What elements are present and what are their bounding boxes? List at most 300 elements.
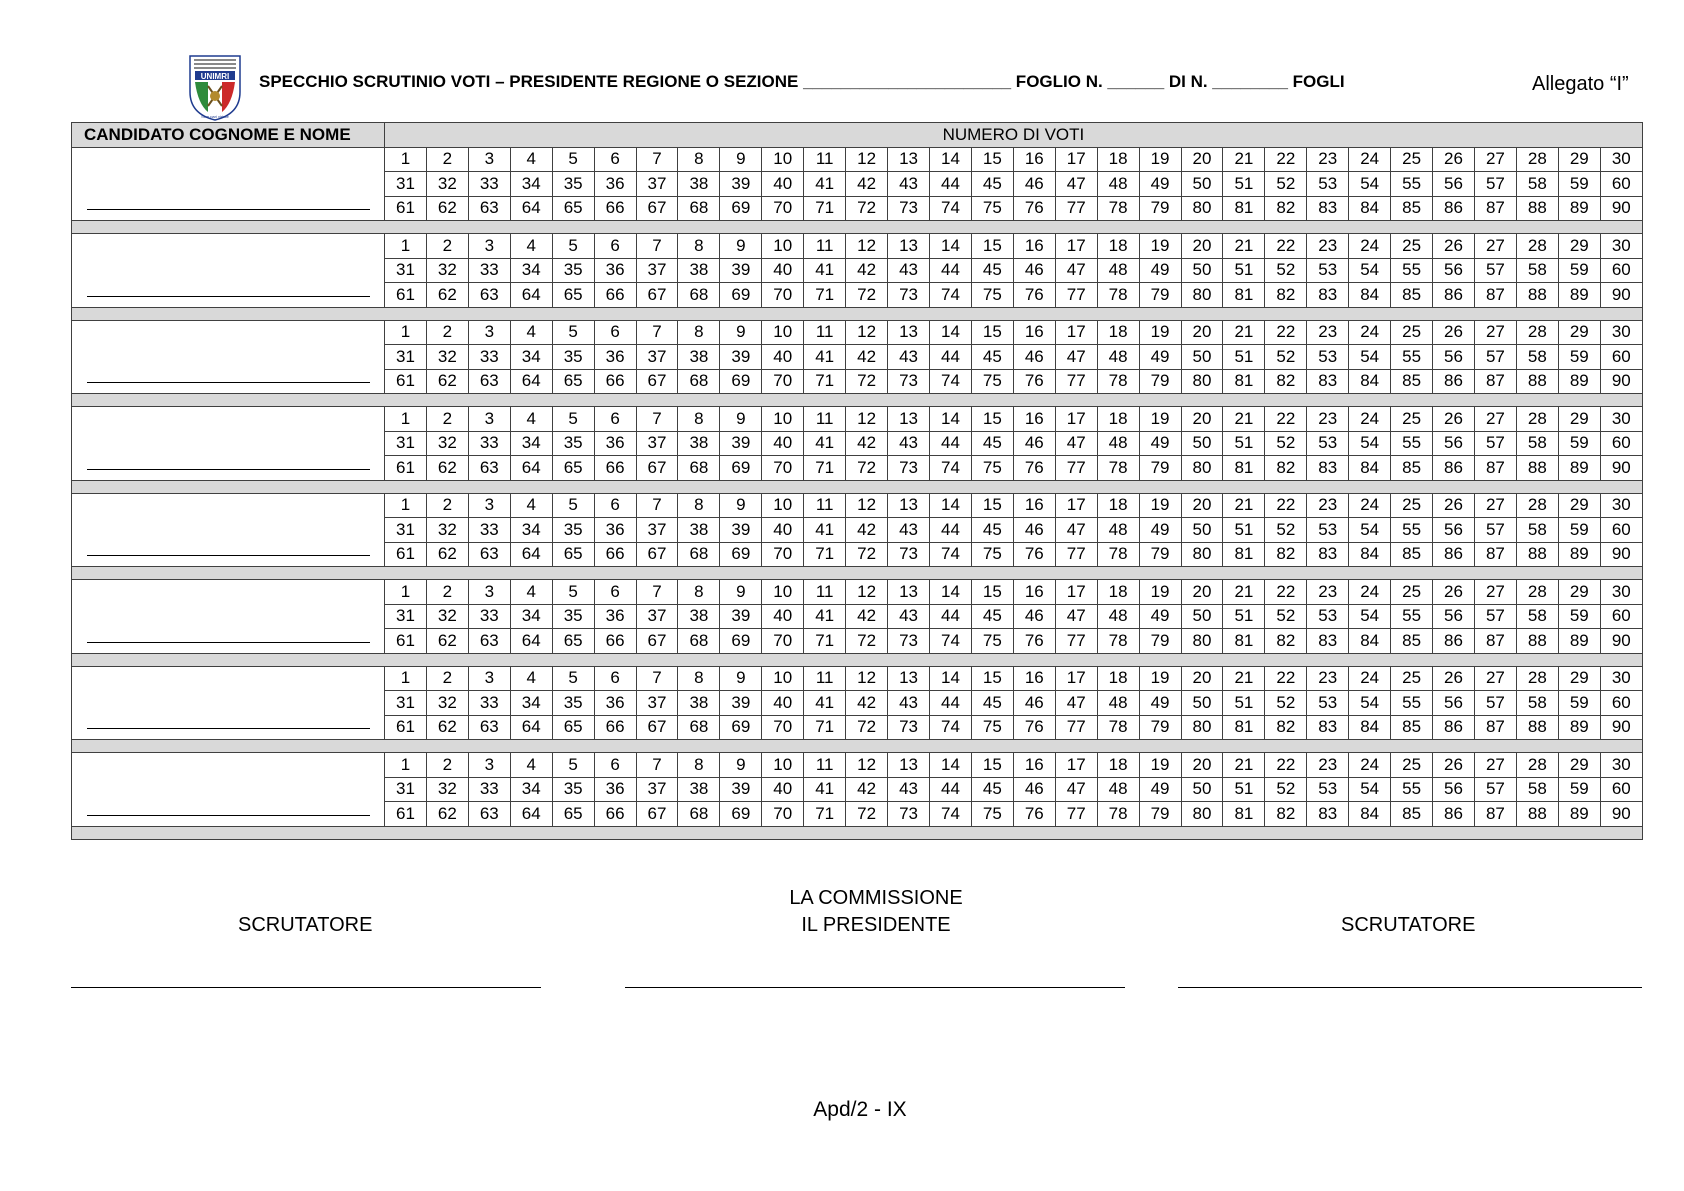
vote-number-cell[interactable]: 56 (1433, 518, 1475, 543)
vote-number-cell[interactable]: 39 (720, 518, 762, 543)
vote-number-cell[interactable]: 37 (636, 172, 678, 197)
vote-number-cell[interactable]: 3 (468, 753, 510, 778)
vote-number-cell[interactable]: 52 (1265, 345, 1307, 370)
vote-number-cell[interactable]: 18 (1097, 320, 1139, 345)
vote-number-cell[interactable]: 34 (510, 691, 552, 716)
vote-number-cell[interactable]: 75 (971, 456, 1013, 481)
vote-number-cell[interactable]: 30 (1600, 580, 1642, 605)
vote-number-cell[interactable]: 17 (1055, 666, 1097, 691)
candidate-name-field[interactable] (72, 493, 385, 567)
vote-number-cell[interactable]: 82 (1265, 715, 1307, 740)
vote-number-cell[interactable]: 5 (552, 407, 594, 432)
vote-number-cell[interactable]: 89 (1558, 196, 1600, 221)
vote-number-cell[interactable]: 65 (552, 283, 594, 308)
vote-number-cell[interactable]: 61 (385, 629, 427, 654)
vote-number-cell[interactable]: 10 (762, 493, 804, 518)
vote-number-cell[interactable]: 79 (1139, 715, 1181, 740)
vote-number-cell[interactable]: 77 (1055, 369, 1097, 394)
vote-number-cell[interactable]: 84 (1349, 715, 1391, 740)
vote-number-cell[interactable]: 38 (678, 691, 720, 716)
vote-number-cell[interactable]: 35 (552, 431, 594, 456)
vote-number-cell[interactable]: 43 (888, 258, 930, 283)
vote-number-cell[interactable]: 3 (468, 234, 510, 259)
vote-number-cell[interactable]: 78 (1097, 629, 1139, 654)
vote-number-cell[interactable]: 56 (1433, 604, 1475, 629)
vote-number-cell[interactable]: 2 (426, 234, 468, 259)
vote-number-cell[interactable]: 14 (929, 666, 971, 691)
vote-number-cell[interactable]: 45 (971, 258, 1013, 283)
vote-number-cell[interactable]: 86 (1433, 542, 1475, 567)
vote-number-cell[interactable]: 1 (385, 234, 427, 259)
vote-number-cell[interactable]: 14 (929, 320, 971, 345)
vote-number-cell[interactable]: 13 (888, 493, 930, 518)
vote-number-cell[interactable]: 68 (678, 802, 720, 827)
vote-number-cell[interactable]: 63 (468, 283, 510, 308)
vote-number-cell[interactable]: 74 (929, 629, 971, 654)
vote-number-cell[interactable]: 77 (1055, 283, 1097, 308)
vote-number-cell[interactable]: 51 (1223, 258, 1265, 283)
vote-number-cell[interactable]: 39 (720, 431, 762, 456)
vote-number-cell[interactable]: 41 (804, 431, 846, 456)
vote-number-cell[interactable]: 28 (1516, 753, 1558, 778)
vote-number-cell[interactable]: 75 (971, 715, 1013, 740)
vote-number-cell[interactable]: 52 (1265, 431, 1307, 456)
vote-number-cell[interactable]: 7 (636, 320, 678, 345)
vote-number-cell[interactable]: 36 (594, 345, 636, 370)
vote-number-cell[interactable]: 24 (1349, 666, 1391, 691)
vote-number-cell[interactable]: 62 (426, 542, 468, 567)
vote-number-cell[interactable]: 9 (720, 320, 762, 345)
vote-number-cell[interactable]: 41 (804, 172, 846, 197)
vote-number-cell[interactable]: 33 (468, 172, 510, 197)
vote-number-cell[interactable]: 39 (720, 258, 762, 283)
vote-number-cell[interactable]: 86 (1433, 369, 1475, 394)
vote-number-cell[interactable]: 28 (1516, 234, 1558, 259)
vote-number-cell[interactable]: 65 (552, 456, 594, 481)
vote-number-cell[interactable]: 83 (1307, 715, 1349, 740)
vote-number-cell[interactable]: 81 (1223, 196, 1265, 221)
vote-number-cell[interactable]: 31 (385, 777, 427, 802)
vote-number-cell[interactable]: 32 (426, 258, 468, 283)
vote-number-cell[interactable]: 32 (426, 691, 468, 716)
vote-number-cell[interactable]: 27 (1474, 234, 1516, 259)
vote-number-cell[interactable]: 70 (762, 715, 804, 740)
vote-number-cell[interactable]: 62 (426, 715, 468, 740)
vote-number-cell[interactable]: 30 (1600, 666, 1642, 691)
vote-number-cell[interactable]: 51 (1223, 604, 1265, 629)
vote-number-cell[interactable]: 58 (1516, 345, 1558, 370)
vote-number-cell[interactable]: 84 (1349, 802, 1391, 827)
vote-number-cell[interactable]: 53 (1307, 345, 1349, 370)
vote-number-cell[interactable]: 85 (1391, 369, 1433, 394)
vote-number-cell[interactable]: 41 (804, 691, 846, 716)
vote-number-cell[interactable]: 54 (1349, 604, 1391, 629)
vote-number-cell[interactable]: 43 (888, 172, 930, 197)
vote-number-cell[interactable]: 69 (720, 802, 762, 827)
vote-number-cell[interactable]: 66 (594, 629, 636, 654)
vote-number-cell[interactable]: 31 (385, 258, 427, 283)
vote-number-cell[interactable]: 20 (1181, 580, 1223, 605)
vote-number-cell[interactable]: 66 (594, 802, 636, 827)
vote-number-cell[interactable]: 48 (1097, 172, 1139, 197)
vote-number-cell[interactable]: 61 (385, 802, 427, 827)
vote-number-cell[interactable]: 40 (762, 172, 804, 197)
vote-number-cell[interactable]: 42 (846, 258, 888, 283)
vote-number-cell[interactable]: 47 (1055, 691, 1097, 716)
vote-number-cell[interactable]: 45 (971, 345, 1013, 370)
vote-number-cell[interactable]: 33 (468, 258, 510, 283)
vote-number-cell[interactable]: 13 (888, 147, 930, 172)
vote-number-cell[interactable]: 22 (1265, 580, 1307, 605)
vote-number-cell[interactable]: 80 (1181, 283, 1223, 308)
vote-number-cell[interactable]: 68 (678, 715, 720, 740)
vote-number-cell[interactable]: 69 (720, 629, 762, 654)
vote-number-cell[interactable]: 75 (971, 369, 1013, 394)
vote-number-cell[interactable]: 67 (636, 715, 678, 740)
vote-number-cell[interactable]: 42 (846, 172, 888, 197)
vote-number-cell[interactable]: 74 (929, 542, 971, 567)
vote-number-cell[interactable]: 43 (888, 518, 930, 543)
vote-number-cell[interactable]: 10 (762, 666, 804, 691)
vote-number-cell[interactable]: 8 (678, 407, 720, 432)
vote-number-cell[interactable]: 29 (1558, 493, 1600, 518)
vote-number-cell[interactable]: 71 (804, 283, 846, 308)
vote-number-cell[interactable]: 52 (1265, 172, 1307, 197)
vote-number-cell[interactable]: 63 (468, 456, 510, 481)
vote-number-cell[interactable]: 11 (804, 666, 846, 691)
vote-number-cell[interactable]: 42 (846, 777, 888, 802)
vote-number-cell[interactable]: 71 (804, 196, 846, 221)
vote-number-cell[interactable]: 50 (1181, 691, 1223, 716)
vote-number-cell[interactable]: 23 (1307, 580, 1349, 605)
vote-number-cell[interactable]: 26 (1433, 666, 1475, 691)
vote-number-cell[interactable]: 7 (636, 493, 678, 518)
vote-number-cell[interactable]: 52 (1265, 777, 1307, 802)
vote-number-cell[interactable]: 74 (929, 283, 971, 308)
vote-number-cell[interactable]: 3 (468, 147, 510, 172)
vote-number-cell[interactable]: 29 (1558, 320, 1600, 345)
vote-number-cell[interactable]: 8 (678, 493, 720, 518)
vote-number-cell[interactable]: 24 (1349, 493, 1391, 518)
vote-number-cell[interactable]: 8 (678, 666, 720, 691)
vote-number-cell[interactable]: 56 (1433, 258, 1475, 283)
vote-number-cell[interactable]: 73 (888, 456, 930, 481)
vote-number-cell[interactable]: 65 (552, 629, 594, 654)
vote-number-cell[interactable]: 51 (1223, 431, 1265, 456)
vote-number-cell[interactable]: 48 (1097, 518, 1139, 543)
vote-number-cell[interactable]: 47 (1055, 604, 1097, 629)
vote-number-cell[interactable]: 80 (1181, 715, 1223, 740)
vote-number-cell[interactable]: 1 (385, 320, 427, 345)
vote-number-cell[interactable]: 34 (510, 172, 552, 197)
vote-number-cell[interactable]: 11 (804, 580, 846, 605)
vote-number-cell[interactable]: 54 (1349, 777, 1391, 802)
vote-number-cell[interactable]: 10 (762, 753, 804, 778)
vote-number-cell[interactable]: 2 (426, 753, 468, 778)
vote-number-cell[interactable]: 38 (678, 258, 720, 283)
vote-number-cell[interactable]: 12 (846, 320, 888, 345)
vote-number-cell[interactable]: 48 (1097, 258, 1139, 283)
vote-number-cell[interactable]: 65 (552, 715, 594, 740)
vote-number-cell[interactable]: 13 (888, 320, 930, 345)
vote-number-cell[interactable]: 28 (1516, 666, 1558, 691)
vote-number-cell[interactable]: 5 (552, 666, 594, 691)
vote-number-cell[interactable]: 63 (468, 715, 510, 740)
vote-number-cell[interactable]: 90 (1600, 542, 1642, 567)
vote-number-cell[interactable]: 37 (636, 604, 678, 629)
vote-number-cell[interactable]: 16 (1013, 493, 1055, 518)
vote-number-cell[interactable]: 45 (971, 777, 1013, 802)
vote-number-cell[interactable]: 22 (1265, 407, 1307, 432)
vote-number-cell[interactable]: 6 (594, 234, 636, 259)
vote-number-cell[interactable]: 77 (1055, 629, 1097, 654)
vote-number-cell[interactable]: 76 (1013, 542, 1055, 567)
vote-number-cell[interactable]: 63 (468, 369, 510, 394)
vote-number-cell[interactable]: 81 (1223, 715, 1265, 740)
vote-number-cell[interactable]: 67 (636, 456, 678, 481)
vote-number-cell[interactable]: 24 (1349, 234, 1391, 259)
vote-number-cell[interactable]: 82 (1265, 369, 1307, 394)
vote-number-cell[interactable]: 50 (1181, 518, 1223, 543)
vote-number-cell[interactable]: 49 (1139, 604, 1181, 629)
vote-number-cell[interactable]: 36 (594, 172, 636, 197)
vote-number-cell[interactable]: 40 (762, 431, 804, 456)
vote-number-cell[interactable]: 19 (1139, 147, 1181, 172)
vote-number-cell[interactable]: 31 (385, 431, 427, 456)
vote-number-cell[interactable]: 39 (720, 345, 762, 370)
vote-number-cell[interactable]: 59 (1558, 777, 1600, 802)
vote-number-cell[interactable]: 18 (1097, 666, 1139, 691)
vote-number-cell[interactable]: 87 (1474, 542, 1516, 567)
vote-number-cell[interactable]: 22 (1265, 493, 1307, 518)
vote-number-cell[interactable]: 64 (510, 802, 552, 827)
vote-number-cell[interactable]: 70 (762, 283, 804, 308)
vote-number-cell[interactable]: 85 (1391, 456, 1433, 481)
vote-number-cell[interactable]: 6 (594, 753, 636, 778)
vote-number-cell[interactable]: 35 (552, 345, 594, 370)
vote-number-cell[interactable]: 11 (804, 493, 846, 518)
vote-number-cell[interactable]: 16 (1013, 666, 1055, 691)
vote-number-cell[interactable]: 19 (1139, 753, 1181, 778)
vote-number-cell[interactable]: 10 (762, 407, 804, 432)
vote-number-cell[interactable]: 71 (804, 715, 846, 740)
vote-number-cell[interactable]: 73 (888, 715, 930, 740)
vote-number-cell[interactable]: 45 (971, 431, 1013, 456)
vote-number-cell[interactable]: 65 (552, 542, 594, 567)
vote-number-cell[interactable]: 19 (1139, 580, 1181, 605)
vote-number-cell[interactable]: 33 (468, 604, 510, 629)
vote-number-cell[interactable]: 78 (1097, 715, 1139, 740)
vote-number-cell[interactable]: 35 (552, 258, 594, 283)
vote-number-cell[interactable]: 72 (846, 802, 888, 827)
vote-number-cell[interactable]: 62 (426, 196, 468, 221)
vote-number-cell[interactable]: 87 (1474, 629, 1516, 654)
vote-number-cell[interactable]: 29 (1558, 580, 1600, 605)
vote-number-cell[interactable]: 58 (1516, 258, 1558, 283)
vote-number-cell[interactable]: 4 (510, 666, 552, 691)
vote-number-cell[interactable]: 44 (929, 172, 971, 197)
vote-number-cell[interactable]: 63 (468, 629, 510, 654)
vote-number-cell[interactable]: 53 (1307, 258, 1349, 283)
vote-number-cell[interactable]: 12 (846, 753, 888, 778)
vote-number-cell[interactable]: 18 (1097, 234, 1139, 259)
vote-number-cell[interactable]: 81 (1223, 802, 1265, 827)
vote-number-cell[interactable]: 2 (426, 320, 468, 345)
vote-number-cell[interactable]: 9 (720, 234, 762, 259)
vote-number-cell[interactable]: 76 (1013, 715, 1055, 740)
vote-number-cell[interactable]: 46 (1013, 518, 1055, 543)
vote-number-cell[interactable]: 69 (720, 542, 762, 567)
vote-number-cell[interactable]: 11 (804, 234, 846, 259)
vote-number-cell[interactable]: 36 (594, 777, 636, 802)
vote-number-cell[interactable]: 64 (510, 715, 552, 740)
vote-number-cell[interactable]: 65 (552, 196, 594, 221)
vote-number-cell[interactable]: 87 (1474, 802, 1516, 827)
vote-number-cell[interactable]: 69 (720, 283, 762, 308)
vote-number-cell[interactable]: 13 (888, 753, 930, 778)
vote-number-cell[interactable]: 77 (1055, 196, 1097, 221)
vote-number-cell[interactable]: 62 (426, 283, 468, 308)
vote-number-cell[interactable]: 38 (678, 777, 720, 802)
vote-number-cell[interactable]: 40 (762, 345, 804, 370)
vote-number-cell[interactable]: 18 (1097, 580, 1139, 605)
vote-number-cell[interactable]: 60 (1600, 258, 1642, 283)
candidate-name-field[interactable] (72, 580, 385, 654)
vote-number-cell[interactable]: 5 (552, 753, 594, 778)
vote-number-cell[interactable]: 59 (1558, 345, 1600, 370)
vote-number-cell[interactable]: 42 (846, 691, 888, 716)
vote-number-cell[interactable]: 83 (1307, 629, 1349, 654)
vote-number-cell[interactable]: 1 (385, 580, 427, 605)
vote-number-cell[interactable]: 21 (1223, 320, 1265, 345)
vote-number-cell[interactable]: 22 (1265, 753, 1307, 778)
vote-number-cell[interactable]: 51 (1223, 777, 1265, 802)
vote-number-cell[interactable]: 8 (678, 147, 720, 172)
vote-number-cell[interactable]: 56 (1433, 431, 1475, 456)
vote-number-cell[interactable]: 89 (1558, 456, 1600, 481)
vote-number-cell[interactable]: 50 (1181, 777, 1223, 802)
vote-number-cell[interactable]: 38 (678, 604, 720, 629)
vote-number-cell[interactable]: 59 (1558, 431, 1600, 456)
vote-number-cell[interactable]: 39 (720, 604, 762, 629)
vote-number-cell[interactable]: 17 (1055, 407, 1097, 432)
vote-number-cell[interactable]: 63 (468, 802, 510, 827)
candidate-name-field[interactable] (72, 666, 385, 740)
vote-number-cell[interactable]: 71 (804, 629, 846, 654)
vote-number-cell[interactable]: 17 (1055, 580, 1097, 605)
vote-number-cell[interactable]: 50 (1181, 431, 1223, 456)
vote-number-cell[interactable]: 26 (1433, 407, 1475, 432)
vote-number-cell[interactable]: 41 (804, 345, 846, 370)
vote-number-cell[interactable]: 78 (1097, 283, 1139, 308)
vote-number-cell[interactable]: 90 (1600, 715, 1642, 740)
vote-number-cell[interactable]: 25 (1391, 666, 1433, 691)
vote-number-cell[interactable]: 68 (678, 283, 720, 308)
vote-number-cell[interactable]: 29 (1558, 234, 1600, 259)
vote-number-cell[interactable]: 30 (1600, 320, 1642, 345)
vote-number-cell[interactable]: 25 (1391, 753, 1433, 778)
vote-number-cell[interactable]: 52 (1265, 518, 1307, 543)
vote-number-cell[interactable]: 27 (1474, 147, 1516, 172)
vote-number-cell[interactable]: 12 (846, 580, 888, 605)
vote-number-cell[interactable]: 84 (1349, 369, 1391, 394)
vote-number-cell[interactable]: 38 (678, 431, 720, 456)
vote-number-cell[interactable]: 65 (552, 369, 594, 394)
vote-number-cell[interactable]: 60 (1600, 431, 1642, 456)
vote-number-cell[interactable]: 59 (1558, 518, 1600, 543)
vote-number-cell[interactable]: 88 (1516, 196, 1558, 221)
vote-number-cell[interactable]: 44 (929, 431, 971, 456)
vote-number-cell[interactable]: 44 (929, 518, 971, 543)
vote-number-cell[interactable]: 15 (971, 753, 1013, 778)
vote-number-cell[interactable]: 31 (385, 604, 427, 629)
vote-number-cell[interactable]: 55 (1391, 518, 1433, 543)
vote-number-cell[interactable]: 25 (1391, 493, 1433, 518)
vote-number-cell[interactable]: 75 (971, 542, 1013, 567)
vote-number-cell[interactable]: 77 (1055, 456, 1097, 481)
vote-number-cell[interactable]: 49 (1139, 691, 1181, 716)
vote-number-cell[interactable]: 50 (1181, 345, 1223, 370)
vote-number-cell[interactable]: 73 (888, 196, 930, 221)
vote-number-cell[interactable]: 10 (762, 580, 804, 605)
vote-number-cell[interactable]: 61 (385, 715, 427, 740)
vote-number-cell[interactable]: 23 (1307, 234, 1349, 259)
vote-number-cell[interactable]: 13 (888, 580, 930, 605)
vote-number-cell[interactable]: 87 (1474, 456, 1516, 481)
vote-number-cell[interactable]: 36 (594, 518, 636, 543)
vote-number-cell[interactable]: 71 (804, 456, 846, 481)
vote-number-cell[interactable]: 81 (1223, 369, 1265, 394)
vote-number-cell[interactable]: 29 (1558, 666, 1600, 691)
vote-number-cell[interactable]: 57 (1474, 431, 1516, 456)
vote-number-cell[interactable]: 57 (1474, 172, 1516, 197)
vote-number-cell[interactable]: 36 (594, 604, 636, 629)
vote-number-cell[interactable]: 62 (426, 369, 468, 394)
vote-number-cell[interactable]: 16 (1013, 407, 1055, 432)
vote-number-cell[interactable]: 81 (1223, 283, 1265, 308)
vote-number-cell[interactable]: 22 (1265, 320, 1307, 345)
vote-number-cell[interactable]: 5 (552, 234, 594, 259)
vote-number-cell[interactable]: 34 (510, 777, 552, 802)
vote-number-cell[interactable]: 87 (1474, 715, 1516, 740)
vote-number-cell[interactable]: 19 (1139, 234, 1181, 259)
vote-number-cell[interactable]: 8 (678, 320, 720, 345)
vote-number-cell[interactable]: 68 (678, 456, 720, 481)
vote-number-cell[interactable]: 67 (636, 542, 678, 567)
vote-number-cell[interactable]: 62 (426, 802, 468, 827)
vote-number-cell[interactable]: 58 (1516, 691, 1558, 716)
vote-number-cell[interactable]: 58 (1516, 518, 1558, 543)
vote-number-cell[interactable]: 60 (1600, 345, 1642, 370)
vote-number-cell[interactable]: 33 (468, 518, 510, 543)
vote-number-cell[interactable]: 7 (636, 147, 678, 172)
vote-number-cell[interactable]: 80 (1181, 456, 1223, 481)
vote-number-cell[interactable]: 82 (1265, 196, 1307, 221)
vote-number-cell[interactable]: 37 (636, 777, 678, 802)
vote-number-cell[interactable]: 65 (552, 802, 594, 827)
vote-number-cell[interactable]: 78 (1097, 369, 1139, 394)
vote-number-cell[interactable]: 90 (1600, 629, 1642, 654)
vote-number-cell[interactable]: 84 (1349, 283, 1391, 308)
vote-number-cell[interactable]: 41 (804, 518, 846, 543)
vote-number-cell[interactable]: 43 (888, 431, 930, 456)
vote-number-cell[interactable]: 53 (1307, 604, 1349, 629)
vote-number-cell[interactable]: 15 (971, 320, 1013, 345)
vote-number-cell[interactable]: 63 (468, 542, 510, 567)
vote-number-cell[interactable]: 71 (804, 542, 846, 567)
vote-number-cell[interactable]: 33 (468, 777, 510, 802)
vote-number-cell[interactable]: 45 (971, 691, 1013, 716)
